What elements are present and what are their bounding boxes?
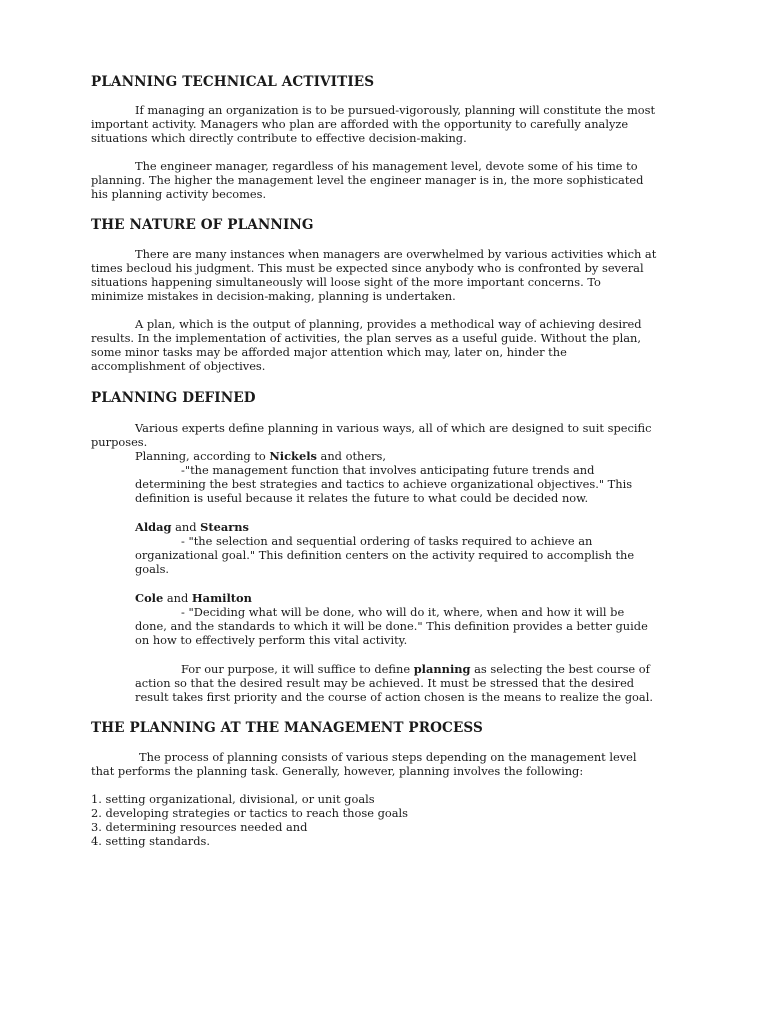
text-line: A plan, which is the output of planning, provides a methodical way of achieving desired — [135, 317, 642, 331]
list-item: 1. setting organizational, divisional, or unit goals — [91, 792, 375, 806]
aldag-stearns-line: Aldag and Stearns — [135, 520, 249, 534]
list-item: 4. setting standards. — [91, 834, 210, 848]
nickels-intro-line: Planning, according to Nickels and others, — [135, 449, 387, 463]
cole-hamilton-line: Cole and Hamilton — [135, 591, 252, 605]
text-line: some minor tasks may be afforded major attention which may, later on, hinder the — [91, 345, 567, 359]
text-line: times becloud his judgment. This must be expected since anybody who is confronted by several — [91, 261, 644, 275]
text-line: organizational goal." This definition centers on the activity required to accomplish the — [135, 548, 635, 562]
author-hamilton: Hamilton — [191, 591, 252, 605]
text-line: Various experts define planning in various ways, all of which are designed to suit specific — [135, 421, 652, 435]
text-line: -"the management function that involves anticipating future trends and — [181, 463, 595, 477]
text-line: planning. The higher the management level the engineer manager is in, the more sophisticated — [91, 173, 644, 187]
text-line: result takes first priority and the course of action chosen is the means to realize the goal. — [135, 690, 653, 704]
text-line: on how to effectively perform this vital activity. — [135, 633, 408, 647]
purpose-line: For our purpose, it will suffice to define planning as selecting the best course of — [181, 662, 650, 676]
author-stearns: Stearns — [200, 520, 249, 534]
text-line: situations happening simultaneously will loose sight of the more important concerns. To — [91, 275, 601, 289]
text-line: done, and the standards to which it will be done." This definition provides a better guide — [135, 619, 648, 633]
text-line: important activity. Managers who plan are afforded with the opportunity to carefully analyze — [91, 117, 629, 131]
text-line: minimize mistakes in decision-making, planning is undertaken. — [91, 289, 456, 303]
text-line: that performs the planning task. Generally, however, planning involves the following: — [91, 764, 584, 778]
heading-planning-defined: PLANNING DEFINED — [91, 390, 256, 406]
text-line: goals. — [135, 562, 170, 576]
heading-planning-technical-activities: PLANNING TECHNICAL ACTIVITIES — [91, 74, 375, 90]
author-nickels: Nickels — [269, 449, 317, 463]
heading-planning-management-process: THE PLANNING AT THE MANAGEMENT PROCESS — [91, 720, 483, 736]
list-item: 2. developing strategies or tactics to reach those goals — [91, 806, 409, 820]
text-line: The process of planning consists of various steps depending on the management level — [139, 750, 637, 764]
author-cole: Cole — [135, 591, 164, 605]
text-line: definition is useful because it relates the future to what could be decided now. — [135, 491, 589, 505]
heading-nature-of-planning: THE NATURE OF PLANNING — [91, 217, 314, 233]
text-line: The engineer manager, regardless of his management level, devote some of his time to — [135, 159, 638, 173]
text-line: situations which directly contribute to effective decision-making. — [91, 131, 467, 145]
text-line: There are many instances when managers are overwhelmed by various activities which at — [135, 247, 657, 261]
text-line: - "Deciding what will be done, who will do it, where, when and how it will be — [181, 605, 625, 619]
text-line: - "the selection and sequential ordering of tasks required to achieve an — [181, 534, 593, 548]
text-line: accomplishment of objectives. — [91, 359, 266, 373]
author-aldag: Aldag — [135, 520, 172, 534]
text-line: purposes. — [91, 435, 148, 449]
text-line: determining the best strategies and tactics to achieve organizational objectives." This — [135, 477, 633, 491]
text-line: If managing an organization is to be pursued-vigorously, planning will constitute the most — [135, 103, 656, 117]
text-line: results. In the implementation of activities, the plan serves as a useful guide. Without the plan, — [91, 331, 642, 345]
text-line: his planning activity becomes. — [91, 187, 267, 201]
term-planning: planning — [413, 662, 471, 676]
text-line: action so that the desired result may be achieved. It must be stressed that the desired — [135, 676, 635, 690]
list-item: 3. determining resources needed and — [91, 820, 308, 834]
